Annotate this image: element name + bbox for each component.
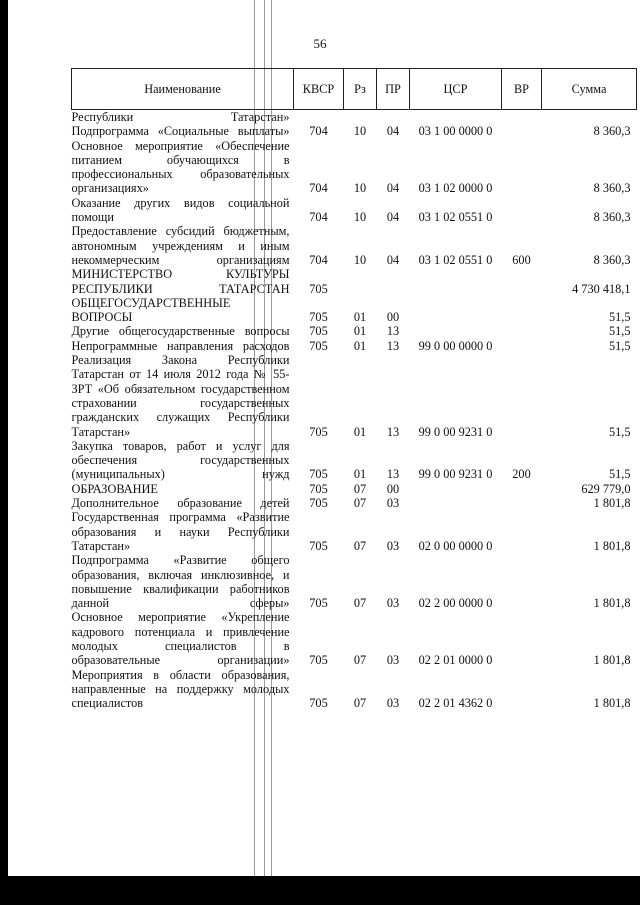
row-csr: 02 2 01 4362 0 <box>418 696 493 711</box>
table-row <box>72 482 637 496</box>
row-pr: 13 <box>386 424 400 439</box>
header-csr: ЦСР <box>410 69 502 110</box>
row-kvsr: 705 <box>309 596 328 611</box>
row-vr <box>502 124 542 138</box>
table-row <box>72 496 637 510</box>
row-sum: 8 360,3 <box>593 252 631 267</box>
row-name: МИНИСТЕРСТВО КУЛЬТУРЫ РЕСПУБЛИКИ ТАТАРСТАН <box>71 267 290 296</box>
header-pr: ПР <box>377 69 410 110</box>
row-pr: 13 <box>386 324 400 339</box>
row-name: Реализация Закона Республики Татарстан от 14 июля 2012 года № 55-ЗРТ «Об обязательном государственном страховании государственных гражданских служащих Республики Татарстан» <box>71 353 290 439</box>
row-pr: 03 <box>386 538 400 553</box>
row-vr <box>502 353 542 439</box>
row-kvsr: 704 <box>309 181 328 196</box>
row-pr: 03 <box>386 496 400 511</box>
row-rz: 01 <box>353 338 367 353</box>
row-kvsr: 704 <box>309 124 328 139</box>
row-pr: 04 <box>386 252 400 267</box>
table-header <box>72 69 637 110</box>
row-vr <box>502 510 542 553</box>
header-sum: Сумма <box>542 69 637 110</box>
row-vr <box>502 267 542 296</box>
table-row <box>72 353 637 439</box>
budget-table <box>71 68 637 710</box>
row-kvsr: 705 <box>309 281 328 296</box>
row-kvsr: 705 <box>309 481 328 496</box>
row-csr <box>410 496 502 510</box>
table-row <box>72 196 637 225</box>
row-csr: 99 0 00 9231 0 <box>418 424 493 439</box>
table-row <box>72 110 637 125</box>
row-vr: 200 <box>512 467 531 482</box>
row-vr <box>502 610 542 667</box>
row-rz <box>344 267 377 296</box>
row-kvsr <box>294 110 344 125</box>
table-row <box>72 668 637 711</box>
row-rz: 10 <box>353 210 367 225</box>
row-sum: 51,5 <box>608 467 631 482</box>
row-csr <box>410 267 502 296</box>
row-csr: 99 0 00 9231 0 <box>418 467 493 482</box>
row-vr <box>502 553 542 610</box>
row-rz <box>344 110 377 125</box>
row-kvsr: 705 <box>309 324 328 339</box>
row-name: Подпрограмма «Развитие общего образования, включая инклюзивное, и повышение квалификации работников данной сферы» <box>71 553 290 611</box>
header-vr: ВР <box>502 69 542 110</box>
row-sum: 1 801,8 <box>593 596 631 611</box>
table-row <box>72 339 637 353</box>
row-sum: 1 801,8 <box>593 653 631 668</box>
row-vr <box>502 324 542 338</box>
row-sum: 8 360,3 <box>593 210 631 225</box>
row-sum: 1 801,8 <box>593 696 631 711</box>
row-rz: 07 <box>353 481 367 496</box>
row-rz: 10 <box>353 252 367 267</box>
row-kvsr: 705 <box>309 653 328 668</box>
row-pr <box>377 110 410 125</box>
row-pr: 04 <box>386 210 400 225</box>
row-pr: 00 <box>386 310 400 325</box>
row-pr: 03 <box>386 596 400 611</box>
table-row <box>72 139 637 196</box>
row-kvsr: 705 <box>309 696 328 711</box>
row-csr <box>410 482 502 496</box>
scan-bottom-edge <box>0 876 640 905</box>
row-rz: 07 <box>353 496 367 511</box>
row-sum: 51,5 <box>608 324 631 339</box>
row-pr: 13 <box>386 467 400 482</box>
row-sum: 8 360,3 <box>593 181 631 196</box>
row-csr: 03 1 02 0551 0 <box>418 210 493 225</box>
row-sum: 8 360,3 <box>593 124 631 139</box>
row-name: Другие общегосударственные вопросы <box>71 324 290 339</box>
row-vr <box>502 668 542 711</box>
row-kvsr: 705 <box>309 424 328 439</box>
row-name: Закупка товаров, работ и услуг для обеспечения государственных (муниципальных) нужд <box>71 438 290 482</box>
table-body <box>72 110 637 711</box>
row-csr: 03 1 02 0000 0 <box>418 181 493 196</box>
row-kvsr: 705 <box>309 538 328 553</box>
scan-left-edge <box>0 0 8 905</box>
row-pr: 04 <box>386 181 400 196</box>
row-name: Государственная программа «Развитие образования и науки Республики Татарстан» <box>71 510 290 553</box>
row-name: Основное мероприятие «Укрепление кадрового потенциала и привлечение молодых специалистов в образовательные организации» <box>71 610 290 668</box>
row-name: Дополнительное образование детей <box>71 496 290 511</box>
row-rz: 01 <box>353 424 367 439</box>
header-rz: Рз <box>344 69 377 110</box>
row-csr: 03 1 00 0000 0 <box>418 124 493 139</box>
table-row <box>72 610 637 667</box>
row-vr <box>502 496 542 510</box>
row-csr: 99 0 00 0000 0 <box>418 338 493 353</box>
table-row <box>72 510 637 553</box>
row-csr <box>410 324 502 338</box>
row-rz: 07 <box>353 653 367 668</box>
table-row <box>72 296 637 325</box>
row-name: ОБРАЗОВАНИЕ <box>71 481 158 496</box>
row-csr <box>410 110 502 125</box>
page-number: 56 <box>313 36 327 51</box>
row-pr: 13 <box>386 338 400 353</box>
row-rz: 01 <box>353 467 367 482</box>
row-vr: 600 <box>512 252 531 267</box>
row-pr: 03 <box>386 653 400 668</box>
row-kvsr: 705 <box>309 496 328 511</box>
row-rz: 07 <box>353 538 367 553</box>
row-sum: 51,5 <box>608 424 631 439</box>
table-row <box>72 267 637 296</box>
row-name: Оказание других видов социальной помощи <box>71 195 290 225</box>
row-name: Подпрограмма «Социальные выплаты» <box>71 124 290 139</box>
row-name: Основное мероприятие «Обеспечение питанием обучающихся в профессиональных образовательных организациях» <box>71 138 290 196</box>
row-sum: 1 801,8 <box>593 538 631 553</box>
row-rz: 07 <box>353 596 367 611</box>
header-kvsr: КВСР <box>294 69 344 110</box>
header-name: Наименование <box>72 69 294 110</box>
row-rz: 01 <box>353 310 367 325</box>
table-row <box>72 553 637 610</box>
row-pr <box>377 267 410 296</box>
row-csr: 02 2 01 0000 0 <box>418 653 493 668</box>
row-kvsr: 705 <box>309 467 328 482</box>
row-sum: 629 779,0 <box>581 481 631 496</box>
row-pr: 00 <box>386 481 400 496</box>
row-pr: 04 <box>386 124 400 139</box>
table-row <box>72 224 637 267</box>
row-name: Республики Татарстан» <box>71 110 290 124</box>
row-pr: 03 <box>386 696 400 711</box>
row-kvsr: 705 <box>309 310 328 325</box>
row-kvsr: 705 <box>309 338 328 353</box>
row-csr: 02 0 00 0000 0 <box>418 538 493 553</box>
row-vr <box>502 139 542 196</box>
row-csr: 02 2 00 0000 0 <box>418 596 493 611</box>
row-name: Предоставление субсидий бюджетным, автономным учреждениям и иным некоммерческим организациям <box>71 224 290 267</box>
row-vr <box>502 482 542 496</box>
row-vr <box>502 339 542 353</box>
row-name: ОБЩЕГОСУДАРСТВЕННЫЕ ВОПРОСЫ <box>71 295 231 325</box>
row-vr <box>502 196 542 225</box>
row-vr <box>502 110 542 125</box>
row-rz: 01 <box>353 324 367 339</box>
row-sum: 51,5 <box>608 338 631 353</box>
table-row <box>72 324 637 338</box>
row-rz: 10 <box>353 124 367 139</box>
row-rz: 07 <box>353 696 367 711</box>
row-sum: 51,5 <box>608 310 631 325</box>
row-vr <box>502 296 542 325</box>
row-name: Непрограммные направления расходов <box>71 338 290 353</box>
row-kvsr: 704 <box>309 210 328 225</box>
row-sum: 1 801,8 <box>593 496 631 511</box>
row-csr <box>410 296 502 325</box>
table-row <box>72 439 637 482</box>
row-csr: 03 1 02 0551 0 <box>418 252 493 267</box>
row-rz: 10 <box>353 181 367 196</box>
row-kvsr: 704 <box>309 252 328 267</box>
table-row <box>72 124 637 138</box>
row-sum <box>542 110 637 125</box>
row-name: Мероприятия в области образования, направленные на поддержку молодых специалистов <box>71 667 290 711</box>
row-sum: 4 730 418,1 <box>572 281 631 296</box>
